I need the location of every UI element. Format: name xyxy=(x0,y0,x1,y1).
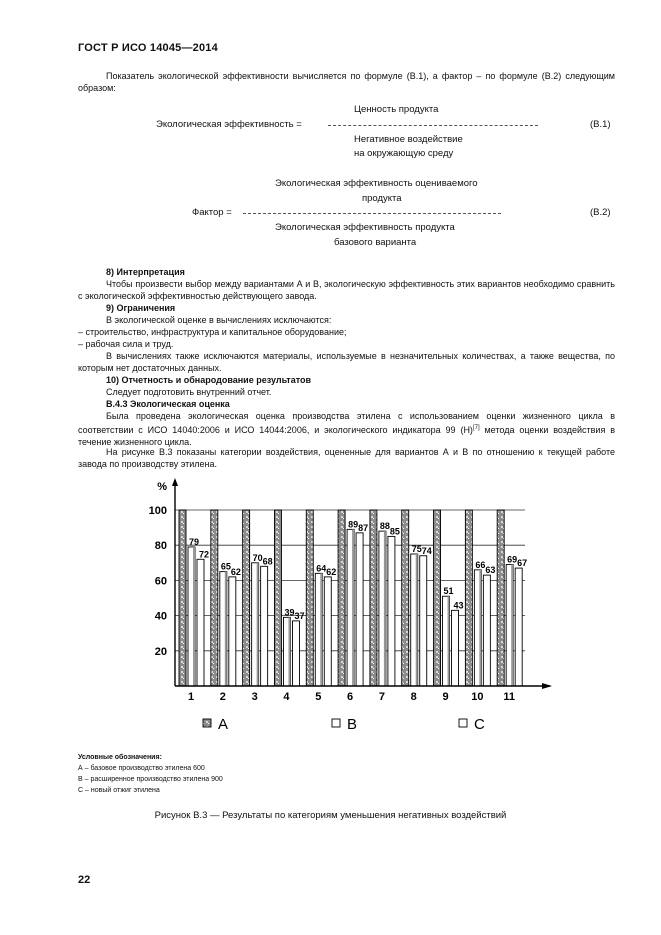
bar-shade-8 xyxy=(416,554,418,686)
bar-A-11 xyxy=(497,510,504,686)
data-label: 68 xyxy=(262,556,273,567)
data-label: 62 xyxy=(326,566,337,577)
bar-shade-5 xyxy=(320,573,322,686)
section-9-line3: – рабочая сила и труд. xyxy=(78,339,174,349)
formula2-number: (В.2) xyxy=(590,207,611,218)
bar-shade-11 xyxy=(511,565,513,686)
bar-A-3 xyxy=(243,510,250,686)
bar-shade-6 xyxy=(352,529,354,686)
section-10-text: Следует подготовить внутренний отчет. xyxy=(106,387,272,397)
figure-caption: Рисунок В.3 — Результаты по категориям уменьшения негативных воздействий xyxy=(154,810,507,821)
bar-C-3 xyxy=(261,566,268,686)
bar-C-6 xyxy=(356,533,363,686)
bar-C-8 xyxy=(420,556,427,686)
bar-shade-9 xyxy=(448,596,450,686)
legend-swatch-C xyxy=(459,719,467,727)
legend-note-c: С – новый отжиг этилена xyxy=(78,787,160,794)
data-label: 51 xyxy=(443,586,454,597)
page-header: ГОСТ Р ИСО 14045—2014 xyxy=(78,42,218,54)
data-label: 65 xyxy=(220,561,231,572)
x-tick-label: 9 xyxy=(442,691,449,703)
x-axis-arrow xyxy=(542,683,552,689)
bar-A-7 xyxy=(370,510,377,686)
bar-C-5 xyxy=(324,577,331,686)
x-tick-label: 7 xyxy=(378,691,385,703)
chart-bars xyxy=(179,510,522,686)
data-label: 85 xyxy=(389,526,400,537)
formula1-denominator-1: Негативное воздействие xyxy=(354,134,463,145)
data-label: 87 xyxy=(358,522,369,533)
bar-C-9 xyxy=(452,610,459,686)
chart-legend xyxy=(203,716,485,733)
x-tick-label: 2 xyxy=(219,691,226,703)
x-tick-label: 1 xyxy=(187,691,195,703)
bar-A-8 xyxy=(402,510,409,686)
bar-C-4 xyxy=(292,621,299,686)
bar-shade-10 xyxy=(479,570,481,686)
data-label: 39 xyxy=(284,607,295,618)
y-tick-label: 40 xyxy=(154,610,167,623)
citation-ref: [7] xyxy=(472,425,480,431)
section-b43-text2: На рисунке В.3 показаны категории воздействия, оцененные для вариантов А и В по отношению к текущей работе завода по производству этилена. xyxy=(78,447,615,469)
data-label: 74 xyxy=(421,545,432,556)
x-tick-label: 6 xyxy=(347,691,354,703)
formula1-lhs: Экологическая эффективность = xyxy=(156,119,302,130)
legend-note-b: В – расширенное производство этилена 900 xyxy=(78,776,223,783)
legend-swatch-B xyxy=(332,719,340,727)
y-tick-label: 100 xyxy=(148,505,167,517)
y-axis-label: % xyxy=(157,481,167,493)
section-8-title: 8) Интерпретация xyxy=(106,267,185,277)
data-label: 69 xyxy=(507,554,518,565)
bar-A-6 xyxy=(338,510,345,686)
data-label: 89 xyxy=(348,519,359,530)
bar-C-7 xyxy=(388,536,395,686)
legend-label-B: B xyxy=(347,716,358,733)
data-label: 70 xyxy=(252,552,263,563)
formula2-denominator-2: базового варианта xyxy=(334,237,417,248)
bar-A-1 xyxy=(179,510,186,686)
y-axis-arrow xyxy=(172,478,178,486)
b43-text-part-b: метода оценки воздействия в течение жизненного цикла. xyxy=(78,425,615,447)
bar-C-2 xyxy=(229,577,236,686)
formula2-numerator-2: продукта xyxy=(362,193,402,204)
section-9-title: 9) Ограничения xyxy=(106,303,176,313)
legend-notes-title: Условные обозначения: xyxy=(78,754,162,761)
b43-text-part-a: Была проведена экологическая оценка производства этилена с использованием оценки жизненного цикла в соответствии с ИСО 14040:2006 и ИСО 14044:2006, и экологического индикатора 99 (H) xyxy=(78,411,615,435)
legend-note-a: А – базовое производство этилена 600 xyxy=(78,765,205,772)
section-9-line2: – строительство, инфраструктура и капитальное оборудование; xyxy=(78,327,347,337)
legend-label-A: A xyxy=(218,716,229,733)
bar-A-9 xyxy=(434,510,441,686)
x-tick-label: 10 xyxy=(471,691,484,703)
section-10-title: 10) Отчетность и обнародование результатов xyxy=(106,375,312,385)
formula2-denominator-1: Экологическая эффективность продукта xyxy=(275,222,455,233)
y-tick-label: 80 xyxy=(154,540,167,553)
intro-paragraph: Показатель экологической эффективности вычисляется по формуле (В.1), а фактор – по формуле (В.2) следующим образом: xyxy=(78,71,615,93)
bar-shade-1 xyxy=(193,547,195,686)
bar-A-5 xyxy=(306,510,313,686)
data-label: 79 xyxy=(189,536,200,547)
data-label: 67 xyxy=(517,558,528,569)
data-label: 63 xyxy=(485,565,496,576)
formula1-number: (В.1) xyxy=(590,119,611,130)
x-tick-label: 5 xyxy=(315,691,322,703)
section-8-text: Чтобы произвести выбор между вариантами А и В, экологическую эффективность этих вариантов необходимо сравнить с экологической эффективностью действующего завода. xyxy=(78,279,615,301)
data-label: 72 xyxy=(199,549,210,560)
data-label: 43 xyxy=(453,600,464,611)
section-b43-text xyxy=(78,410,615,448)
bar-A-4 xyxy=(274,510,281,686)
formula1-numerator: Ценность продукта xyxy=(354,104,439,115)
data-label: 88 xyxy=(379,521,390,532)
legend-swatch-A xyxy=(203,719,211,727)
data-label: 62 xyxy=(230,566,241,577)
bar-shade-2 xyxy=(225,572,227,686)
formula2-numerator-1: Экологическая эффективность оцениваемого xyxy=(275,178,478,189)
bar-shade-3 xyxy=(257,563,259,686)
legend-label-C: C xyxy=(474,716,485,733)
bar-A-2 xyxy=(211,510,218,686)
x-tick-label: 3 xyxy=(251,691,258,703)
page-number: 22 xyxy=(78,874,91,886)
bar-chart xyxy=(0,470,661,740)
x-tick-label: 8 xyxy=(410,691,417,703)
section-9-text: В вычислениях также исключаются материалы, используемые в незначительных количествах, а также вещества, по которым нет достаточных данных. xyxy=(78,351,615,373)
section-b43-title: В.4.3 Экологическая оценка xyxy=(106,399,230,409)
section-9-line1: В экологической оценке в вычислениях исключаются: xyxy=(106,315,332,325)
data-label: 37 xyxy=(294,610,305,621)
formula1-fraction-line xyxy=(328,125,538,126)
bar-shade-4 xyxy=(288,617,290,686)
formula2-fraction-line xyxy=(243,213,501,214)
x-tick-label: 4 xyxy=(283,691,290,703)
data-label: 75 xyxy=(411,544,422,554)
formula2-lhs: Фактор = xyxy=(192,207,232,218)
formula1-denominator-2: на окружающую среду xyxy=(354,148,454,159)
data-label: 64 xyxy=(316,563,327,574)
bar-C-11 xyxy=(515,568,522,686)
bar-C-10 xyxy=(483,575,490,686)
data-label: 66 xyxy=(475,559,486,570)
bar-C-1 xyxy=(197,559,204,686)
bar-A-10 xyxy=(465,510,472,686)
bar-shade-7 xyxy=(384,531,386,686)
x-tick-label: 11 xyxy=(503,691,516,703)
y-tick-label: 60 xyxy=(154,575,167,588)
y-tick-label: 20 xyxy=(154,645,167,658)
